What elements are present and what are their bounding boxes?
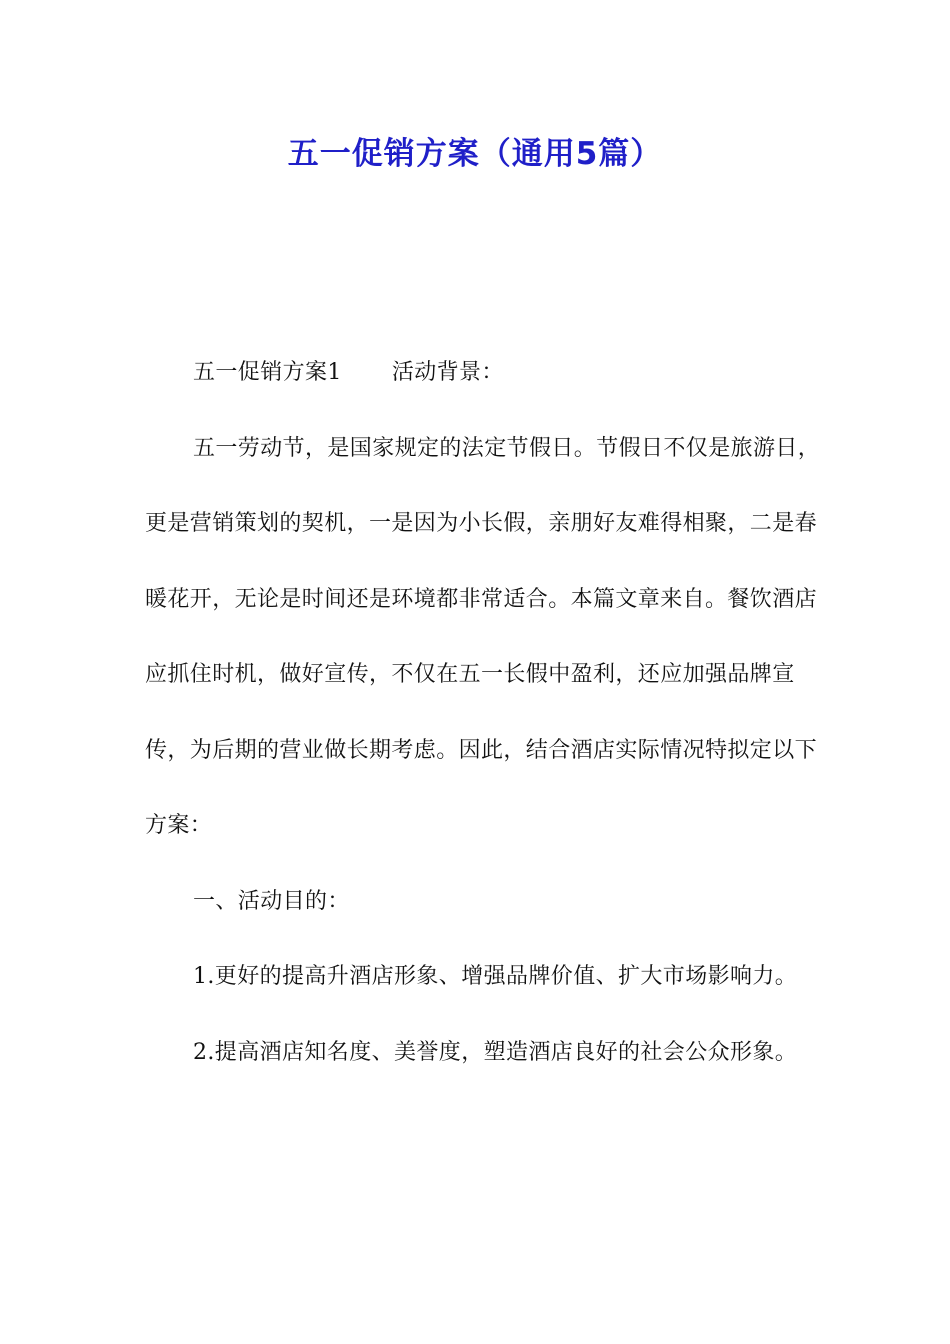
paragraph-purpose-heading: 一、活动目的： (193, 888, 350, 914)
document-body (145, 335, 835, 1090)
document-title: 五一促销方案（通用5篇） (287, 136, 663, 172)
section-heading-line (145, 335, 835, 411)
paragraph-background: 五一劳动节，是国家规定的法定节假日。节假日不仅是旅游日，更是营销策划的契机，一是因为小长假，亲朋好友难得相聚，二是春暖花开，无论是时间还是环境都非常适合。本篇文章来自。餐饮酒店应抓住时机，做好宣传，不仅在五一长假中盈利，还应加强品牌宣传，为后期的营业做长期考虑。因此，结合酒店实际情况特拟定以下方案： (145, 435, 821, 838)
paragraph-purpose-2: 2.提高酒店知名度、美誉度，塑造酒店良好的社会公众形象。 (193, 1039, 798, 1065)
paragraph-purpose-1: 1.更好的提高升酒店形象、增强品牌价值、扩大市场影响力。 (193, 964, 798, 989)
section-heading: 活动背景： (391, 360, 504, 385)
section-label: 五一促销方案1 (193, 360, 342, 385)
